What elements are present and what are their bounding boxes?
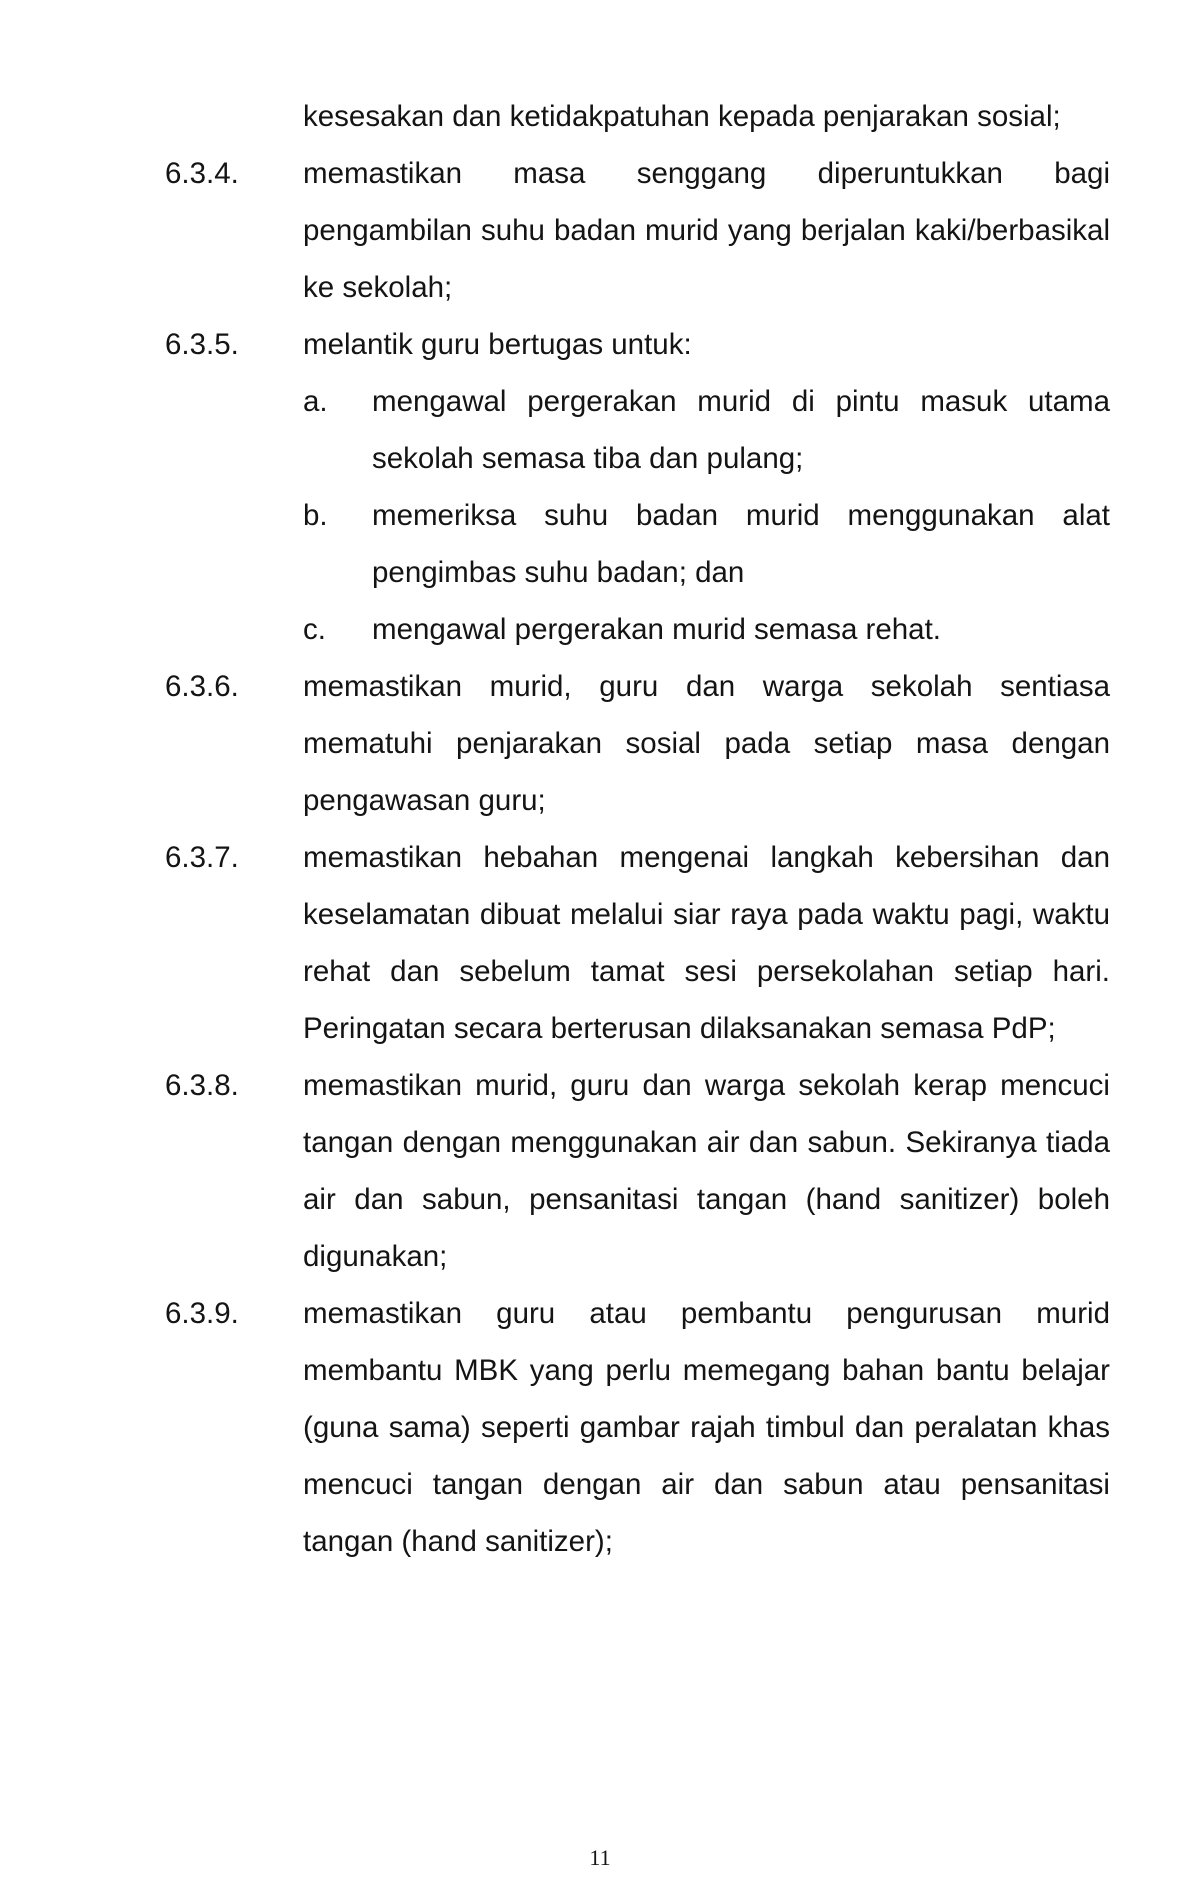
paragraph-6-3-4: [165, 145, 1110, 316]
paragraph-text: memastikan masa senggang diperuntukkan bagi pengambilan suhu badan murid yang berjalan kaki/berbasikal ke sekolah;: [303, 157, 1110, 304]
list-item-label: b.: [303, 499, 328, 532]
paragraph-6-3-7: [165, 829, 1110, 1057]
paragraph-number: 6.3.5.: [165, 328, 239, 361]
paragraph-number: 6.3.9.: [165, 1297, 239, 1330]
paragraph-text: melantik guru bertugas untuk:: [303, 328, 692, 361]
paragraph-number: 6.3.8.: [165, 1069, 239, 1102]
paragraph-text: kesesakan dan ketidakpatuhan kepada penjarakan sosial;: [303, 100, 1061, 133]
paragraph-number: 6.3.4.: [165, 157, 239, 190]
paragraph-text: memastikan guru atau pembantu pengurusan murid membantu MBK yang perlu memegang bahan bantu belajar (guna sama) seperti gambar rajah timbul dan peralatan khas mencuci tangan dengan air dan sabun atau pensanitasi tangan (hand sanitizer);: [303, 1297, 1110, 1558]
page-number: 11: [589, 1845, 611, 1870]
list-item-b: [303, 487, 1110, 601]
paragraph-6-3-6: [165, 658, 1110, 829]
paragraph-body: [303, 316, 1110, 658]
paragraph-number: 6.3.7.: [165, 841, 239, 874]
list-item-label: a.: [303, 385, 328, 418]
list-item-text: mengawal pergerakan murid semasa rehat.: [372, 613, 941, 646]
paragraph-text: memastikan hebahan mengenai langkah kebersihan dan keselamatan dibuat melalui siar raya pada waktu pagi, waktu rehat dan sebelum tamat sesi persekolahan setiap hari. Peringatan secara berterusan dilaksanakan semasa PdP;: [303, 841, 1110, 1045]
paragraph-6-3-8: [165, 1057, 1110, 1285]
list-item-text: mengawal pergerakan murid di pintu masuk utama sekolah semasa tiba dan pulang;: [372, 385, 1110, 475]
document-content: [165, 88, 1110, 1570]
paragraph-6-3-9: [165, 1285, 1110, 1570]
list-item-a: [303, 373, 1110, 487]
paragraph-text: memastikan murid, guru dan warga sekolah kerap mencuci tangan dengan menggunakan air dan sabun. Sekiranya tiada air dan sabun, pensanitasi tangan (hand sanitizer) boleh digunakan;: [303, 1069, 1110, 1273]
paragraph-text: memastikan murid, guru dan warga sekolah sentiasa mematuhi penjarakan sosial pada setiap masa dengan pengawasan guru;: [303, 670, 1110, 817]
paragraph-continuation: [165, 88, 1110, 145]
paragraph-6-3-5: [165, 316, 1110, 658]
list-item-c: [303, 601, 1110, 658]
paragraph-number: 6.3.6.: [165, 670, 239, 703]
list-item-text: memeriksa suhu badan murid menggunakan alat pengimbas suhu badan; dan: [372, 499, 1110, 589]
list-item-label: c.: [303, 613, 326, 646]
